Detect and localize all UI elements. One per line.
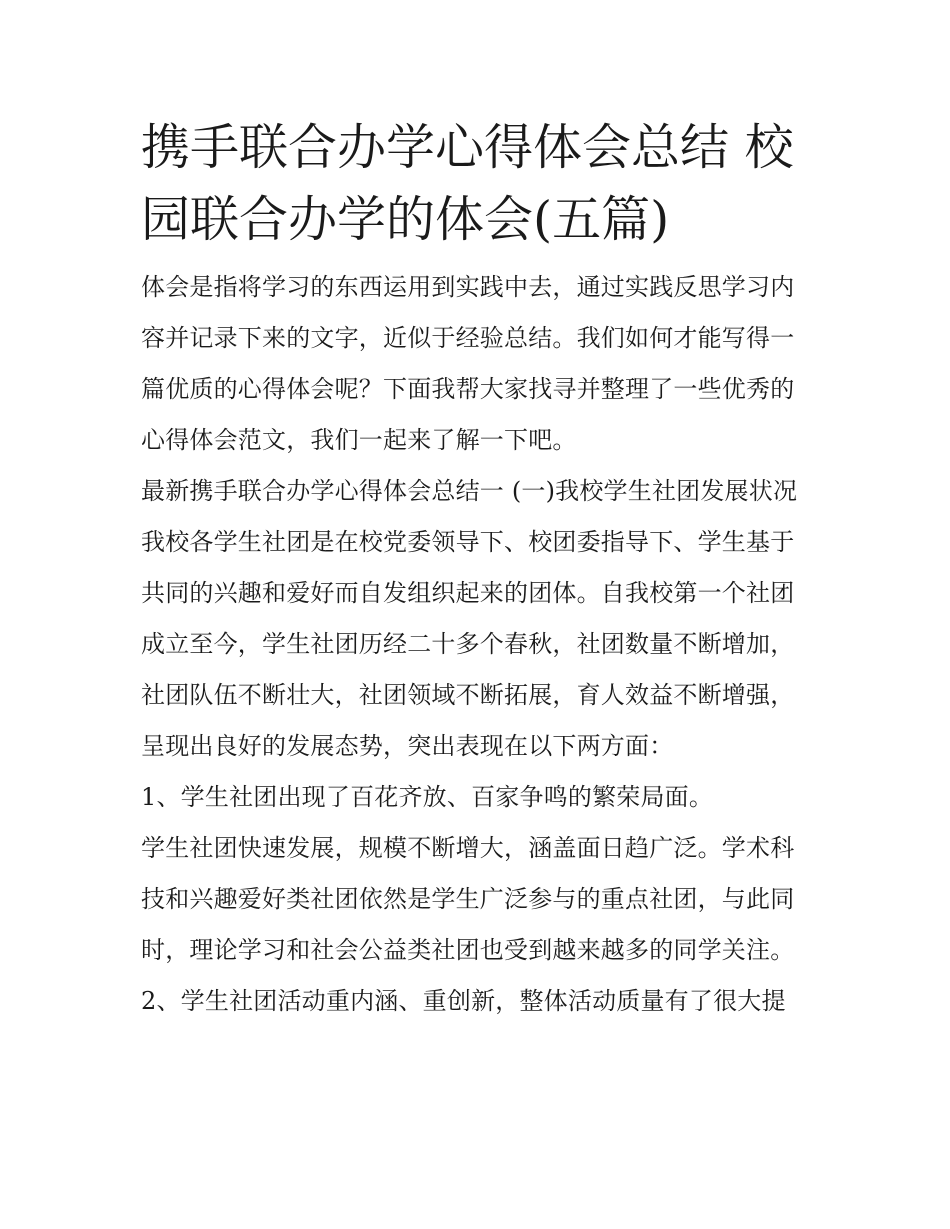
document-title: 携手联合办学心得体会总结 校园联合办学的体会(五篇) [141,119,794,248]
section-heading: 最新携手联合办学心得体会总结一 (一)我校学生社团发展状况 [141,477,798,505]
document-page [141,112,813,1027]
body-paragraph: 学生社团快速发展，规模不断增大，涵盖面日趋广泛。学术科技和兴趣爱好类社团依然是学生广泛参与的重点社团，与此同时，理论学习和社会公益类社团也受到越来越多的同学关注。 [141,834,795,964]
list-item-2: 2、学生社团活动重内涵、重创新，整体活动质量有了很大提 [141,987,786,1015]
body-paragraph: 我校各学生社团是在校党委领导下、校团委指导下、学生基于共同的兴趣和爱好而自发组织起来的团体。自我校第一个社团成立至今，学生社团历经二十多个春秋，社团数量不断增加，社团队伍不断壮大，社团领域不断拓展，育人效益不断增强，呈现出良好的发展态势，突出表现在以下两方面： [141,528,795,760]
list-item-1: 1、学生社团出现了百花齐放、百家争鸣的繁荣局面。 [141,783,714,811]
intro-paragraph: 体会是指将学习的东西运用到实践中去，通过实践反思学习内容并记录下来的文字，近似于经验总结。我们如何才能写得一篇优质的心得体会呢？下面我帮大家找寻并整理了一些优秀的心得体会范文，我们一起来了解一下吧。 [141,273,795,454]
